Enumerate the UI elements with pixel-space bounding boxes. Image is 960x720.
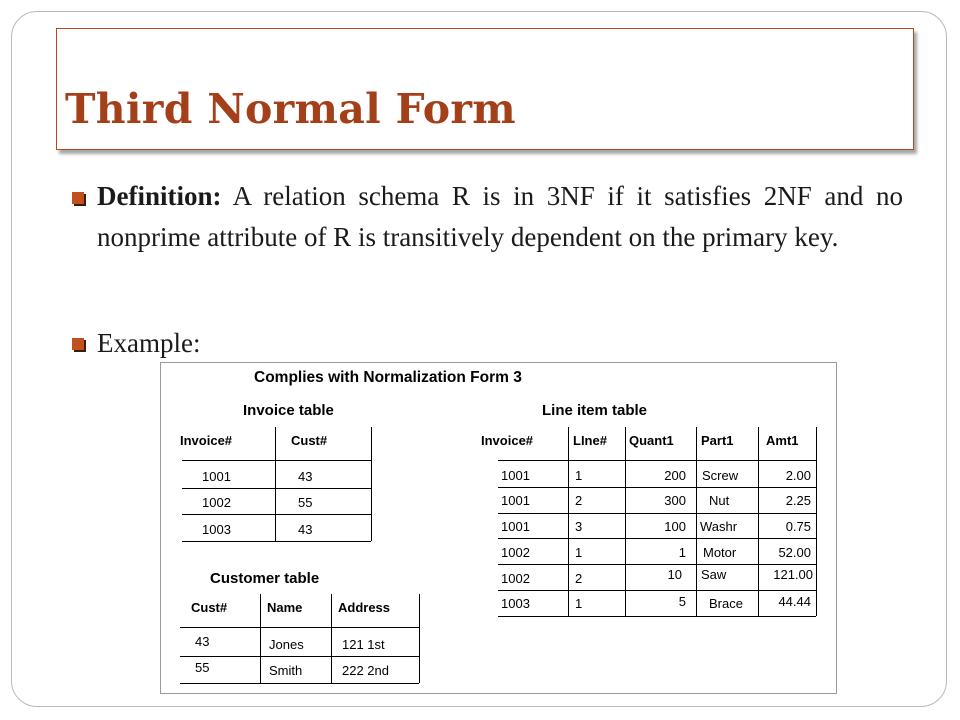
table-header: Cust# [291, 433, 328, 448]
table-cell: 121.00 [773, 567, 813, 582]
table-cell: 1001 [501, 519, 530, 534]
table-cell: 1001 [501, 468, 530, 483]
definition-label: Definition: [97, 181, 222, 211]
table-cell: 10 [667, 567, 682, 582]
table-cell: Jones [269, 637, 304, 652]
table-cell: 1002 [501, 571, 530, 586]
table-cell: 2.25 [785, 493, 811, 508]
figure-title: Complies with Normalization Form 3 [254, 369, 522, 386]
customer-table-title: Customer table [210, 570, 320, 587]
table-cell: 100 [664, 519, 686, 534]
table-header: Address [338, 600, 391, 615]
table-cell: 1001 [202, 469, 231, 484]
table-cell: 0.75 [785, 519, 811, 534]
line-item-table-title: Line item table [542, 402, 648, 419]
normalization-figure [160, 362, 837, 694]
table-cell: 43 [298, 522, 313, 537]
table-cell: 43 [298, 469, 313, 484]
definition-paragraph [97, 176, 903, 258]
title-box [56, 28, 914, 150]
table-cell: Washr [700, 519, 738, 534]
table-cell: Brace [709, 596, 743, 611]
table-cell: 121 1st [342, 637, 385, 652]
square-bullet-icon [72, 338, 84, 350]
invoice-table-title: Invoice table [243, 402, 334, 419]
table-cell: 52.00 [778, 545, 811, 560]
table-cell: 5 [678, 594, 686, 609]
square-bullet-icon [72, 192, 84, 204]
table-cell: 1002 [202, 495, 231, 510]
table-header: Invoice# [180, 433, 233, 448]
table-header: Amt1 [766, 433, 799, 448]
table-cell: 1 [575, 468, 583, 483]
table-cell: 1 [575, 596, 583, 611]
slide-title: Third Normal Form [65, 85, 516, 133]
table-cell: 44.44 [778, 594, 811, 609]
table-cell: 55 [195, 660, 210, 675]
table-cell: Motor [703, 545, 737, 560]
table-cell: Smith [269, 663, 303, 678]
table-cell: 200 [664, 468, 686, 483]
definition-text: A relation schema R is in 3NF if it satisfies 2NF and no nonprime attribute of R is transitively dependent on the primary key. [97, 181, 903, 252]
table-header: Invoice# [481, 433, 534, 448]
table-cell: Screw [702, 468, 739, 483]
table-header: Name [267, 600, 303, 615]
example-label: Example: [97, 328, 201, 358]
table-cell: 300 [664, 493, 686, 508]
table-cell: Saw [701, 567, 727, 582]
table-header: LIne# [573, 433, 607, 448]
table-cell: 1001 [501, 493, 530, 508]
table-header: Cust# [191, 600, 228, 615]
table-cell: 1002 [501, 545, 530, 560]
table-cell: 222 2nd [342, 663, 389, 678]
table-header: Part1 [701, 433, 734, 448]
table-cell: Nut [709, 493, 730, 508]
table-cell: 2.00 [785, 468, 811, 483]
table-cell: 2 [575, 493, 583, 508]
table-cell: 43 [195, 634, 210, 649]
table-cell: 1003 [202, 522, 231, 537]
table-cell: 55 [298, 495, 313, 510]
table-cell: 1003 [501, 596, 530, 611]
table-cell: 2 [575, 571, 583, 586]
table-cell: 1 [575, 545, 583, 560]
table-cell: 3 [575, 519, 583, 534]
table-header: Quant1 [629, 433, 674, 448]
table-cell: 1 [678, 545, 686, 560]
